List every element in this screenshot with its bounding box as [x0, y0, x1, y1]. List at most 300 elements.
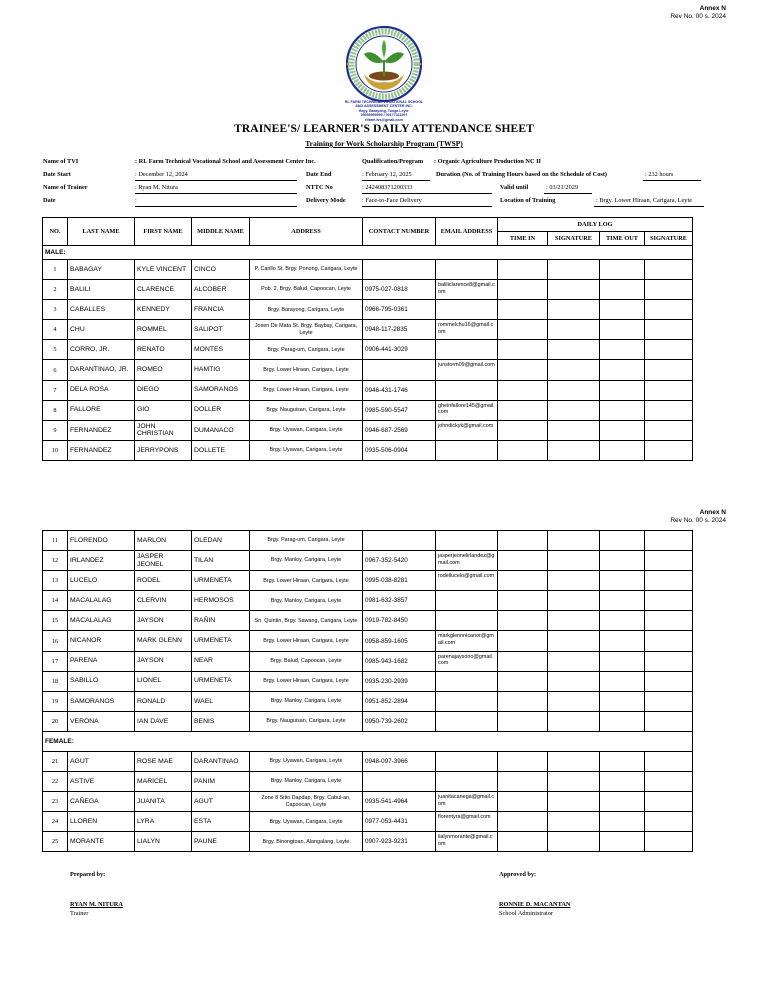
- first-name-cell: MARK GLENN: [135, 631, 192, 651]
- time-in-cell[interactable]: [498, 260, 548, 280]
- last-name-cell: DARANTINAO, JR.: [68, 360, 135, 380]
- middle-name-cell: SALIPOT: [192, 320, 250, 340]
- time-out-cell[interactable]: [600, 400, 645, 420]
- table-row: [43, 420, 693, 440]
- section-row: [43, 731, 693, 751]
- time-in-cell[interactable]: [498, 571, 548, 591]
- address-cell: Brgy. Lower Hiraan, Carigara, Leyte: [250, 380, 363, 400]
- time-out-cell[interactable]: [600, 671, 645, 691]
- address-cell: Brgy. Manloy, Carigara, Leyte: [250, 691, 363, 711]
- signature-out-cell[interactable]: [645, 340, 693, 360]
- signature-in-cell[interactable]: [548, 400, 600, 420]
- signature-in-cell[interactable]: [548, 812, 600, 832]
- first-name-cell: IAN DAVE: [135, 711, 192, 731]
- signature-out-cell[interactable]: [645, 792, 693, 812]
- last-name-cell: BALILI: [68, 280, 135, 300]
- signature-in-cell[interactable]: [548, 671, 600, 691]
- middle-name-cell: DOLLETE: [192, 440, 250, 460]
- document-title: TRAINEE'S/ LEARNER'S DAILY ATTENDANCE SHEET: [234, 123, 534, 135]
- middle-name-cell: MONTES: [192, 340, 250, 360]
- first-name-cell: KYLE VINCENT: [135, 260, 192, 280]
- signature-out-cell[interactable]: [645, 380, 693, 400]
- middle-name-cell: BENIS: [192, 711, 250, 731]
- signature-in-cell[interactable]: [548, 571, 600, 591]
- time-in-cell[interactable]: [498, 320, 548, 340]
- last-name-cell: FALLORE: [68, 400, 135, 420]
- time-out-cell[interactable]: [600, 260, 645, 280]
- middle-name-cell: HAMTIG: [192, 360, 250, 380]
- signature-out-cell[interactable]: [645, 671, 693, 691]
- attendance-table-page-2: [42, 530, 693, 852]
- row-number-cell: 22: [43, 772, 68, 792]
- middle-name-cell: WAEL: [192, 691, 250, 711]
- signature-in-cell[interactable]: [548, 380, 600, 400]
- first-name-cell: LYRA: [135, 812, 192, 832]
- signature-in-cell[interactable]: [548, 792, 600, 812]
- contact-number-cell: 0967-352-5420: [363, 551, 436, 571]
- time-out-cell[interactable]: [600, 751, 645, 771]
- approved-by-role: School Administrator: [499, 910, 554, 917]
- last-name-cell: AGUT: [68, 751, 135, 771]
- logo-text-line: AND ASSESSMENT CENTER INC.: [355, 104, 413, 109]
- contact-number-cell: 0951-852-2894: [363, 691, 436, 711]
- time-in-cell[interactable]: [498, 440, 548, 460]
- row-number-cell: 21: [43, 751, 68, 771]
- time-in-cell[interactable]: [498, 691, 548, 711]
- email-address-cell: gheinfallore145@gmail.com: [436, 400, 498, 420]
- middle-name-cell: OLEDAN: [192, 531, 250, 551]
- first-name-cell: KENNEDY: [135, 300, 192, 320]
- signature-in-cell[interactable]: [548, 711, 600, 731]
- annex-rev: Rev No. 00 s. 2024: [670, 13, 726, 20]
- signature-out-cell[interactable]: [645, 591, 693, 611]
- table-row: [43, 340, 693, 360]
- last-name-cell: CORRO, JR.: [68, 340, 135, 360]
- signature-in-cell[interactable]: [548, 651, 600, 671]
- signature-out-cell[interactable]: [645, 280, 693, 300]
- header-middle-name: MIDDLE NAME: [192, 218, 250, 246]
- row-number-cell: 14: [43, 591, 68, 611]
- signature-out-cell[interactable]: [645, 400, 693, 420]
- email-address-cell: [436, 591, 498, 611]
- address-cell: P. Carillo St. Brgy. Ponong, Carigara, Leyte: [250, 260, 363, 280]
- signature-in-cell[interactable]: [548, 611, 600, 631]
- table-row: [43, 611, 693, 631]
- email-address-cell: [436, 380, 498, 400]
- time-in-cell[interactable]: [498, 832, 548, 852]
- section-label: FEMALE:: [43, 731, 693, 751]
- row-number-cell: 2: [43, 280, 68, 300]
- time-out-cell[interactable]: [600, 691, 645, 711]
- table-row: [43, 360, 693, 380]
- contact-number-cell: 0935-230-2939: [363, 671, 436, 691]
- email-address-cell: [436, 751, 498, 771]
- duration-label: Duration (No. of Training Hours based on the Schedule of Cost): [436, 171, 608, 178]
- signature-in-cell[interactable]: [548, 360, 600, 380]
- first-name-cell: ROMEO: [135, 360, 192, 380]
- last-name-cell: MACALALAG: [68, 591, 135, 611]
- underline: [362, 180, 430, 181]
- row-number-cell: 18: [43, 671, 68, 691]
- contact-number-cell: 0948-097-3966: [363, 751, 436, 771]
- contact-number-cell: 0906-441-3029: [363, 340, 436, 360]
- date-end-label: Date End: [306, 171, 332, 178]
- header-email-address: EMAIL ADDRESS: [436, 218, 498, 246]
- header-time-out: TIME OUT: [600, 232, 645, 246]
- underline: [594, 206, 704, 207]
- first-name-cell: ROSE MAE: [135, 751, 192, 771]
- tvi-value: : RL Farm Technical Vocational School and Assessment Center Inc.: [135, 158, 316, 165]
- logo-text-line: 09099999999 / 09177311597: [360, 113, 408, 118]
- email-address-cell: [436, 671, 498, 691]
- valid-until-label: Valid until: [500, 184, 529, 191]
- email-address-cell: [436, 440, 498, 460]
- logo-text: [320, 100, 448, 122]
- logo-text-line: RL FARM TECHNICAL VOCATIONAL SCHOOL: [344, 100, 424, 104]
- table-row: [43, 551, 693, 571]
- annex-rev: Rev No. 00 s. 2024: [670, 517, 726, 524]
- signature-in-cell[interactable]: [548, 551, 600, 571]
- signature-out-cell[interactable]: [645, 711, 693, 731]
- prepared-by-label: Prepared by:: [70, 871, 106, 878]
- time-in-cell[interactable]: [498, 531, 548, 551]
- email-address-cell: [436, 340, 498, 360]
- table-row: [43, 591, 693, 611]
- first-name-cell: JAYSON: [135, 651, 192, 671]
- table-row: [43, 440, 693, 460]
- signature-in-cell[interactable]: [548, 691, 600, 711]
- table-row: [43, 691, 693, 711]
- last-name-cell: VERONA: [68, 711, 135, 731]
- delivery-mode-label: Delivery Mode: [306, 197, 346, 204]
- time-out-cell[interactable]: [600, 611, 645, 631]
- middle-name-cell: DOLLER: [192, 400, 250, 420]
- time-out-cell[interactable]: [600, 812, 645, 832]
- address-cell: Brgy. Manloy, Carigara, Leyte: [250, 591, 363, 611]
- signature-out-cell[interactable]: [645, 812, 693, 832]
- address-cell: Brgy. Balud, Capoocan, Leyte: [250, 651, 363, 671]
- signature-out-cell[interactable]: [645, 440, 693, 460]
- header-daily-log: DAILY LOG: [498, 218, 693, 232]
- row-number-cell: 19: [43, 691, 68, 711]
- signature-in-cell[interactable]: [548, 832, 600, 852]
- row-number-cell: 6: [43, 360, 68, 380]
- section-label: MALE:: [43, 246, 693, 260]
- middle-name-cell: URMENETA: [192, 631, 250, 651]
- row-number-cell: 20: [43, 711, 68, 731]
- signature-in-cell[interactable]: [548, 631, 600, 651]
- delivery-mode-value: : Face-to-Face Delivery: [362, 197, 422, 204]
- date-value: :: [135, 197, 137, 204]
- time-in-cell[interactable]: [498, 651, 548, 671]
- first-name-cell: RODEL: [135, 571, 192, 591]
- table-row: [43, 792, 693, 812]
- signature-out-cell[interactable]: [645, 651, 693, 671]
- email-address-cell: baliliclarence8@gmail.com: [436, 280, 498, 300]
- email-address-cell: [436, 300, 498, 320]
- time-in-cell[interactable]: [498, 751, 548, 771]
- time-in-cell[interactable]: [498, 772, 548, 792]
- time-in-cell[interactable]: [498, 400, 548, 420]
- signature-out-cell[interactable]: [645, 420, 693, 440]
- time-in-cell[interactable]: [498, 812, 548, 832]
- address-cell: Brgy. Uyawan, Carigara, Leyte: [250, 420, 363, 440]
- address-cell: Zone 8 Sitio Dapdap, Brgy. Cabul-an, Capoocan, Leyte: [250, 792, 363, 812]
- last-name-cell: FERNANDEZ: [68, 440, 135, 460]
- time-in-cell[interactable]: [498, 380, 548, 400]
- table-row: [43, 832, 693, 852]
- location-label: Location of Training: [500, 197, 556, 204]
- address-cell: Brgy. Manloy, Carigara, Leyte: [250, 772, 363, 792]
- signature-in-cell[interactable]: [548, 260, 600, 280]
- signature-out-cell[interactable]: [645, 832, 693, 852]
- middle-name-cell: FRANCIA: [192, 300, 250, 320]
- signature-in-cell[interactable]: [548, 531, 600, 551]
- time-out-cell[interactable]: [600, 792, 645, 812]
- time-in-cell[interactable]: [498, 280, 548, 300]
- date-label: Date: [43, 197, 56, 204]
- underline: [135, 206, 297, 207]
- first-name-cell: LIALYN: [135, 832, 192, 852]
- header-no: NO.: [43, 218, 68, 246]
- row-number-cell: 4: [43, 320, 68, 340]
- contact-number-cell: 0907-923-9231: [363, 832, 436, 852]
- date-start-label: Date Start: [43, 171, 71, 178]
- time-out-cell[interactable]: [600, 651, 645, 671]
- row-number-cell: 23: [43, 792, 68, 812]
- time-out-cell[interactable]: [600, 832, 645, 852]
- date-start-value: : December 12, 2024: [135, 171, 188, 178]
- table-row: [43, 531, 693, 551]
- first-name-cell: DIEGO: [135, 380, 192, 400]
- row-number-cell: 24: [43, 812, 68, 832]
- middle-name-cell: ALCOBER: [192, 280, 250, 300]
- first-name-cell: JASPER JEONEL: [135, 551, 192, 571]
- signature-in-cell[interactable]: [548, 440, 600, 460]
- contact-number-cell: 0935-541-4964: [363, 792, 436, 812]
- address-cell: Sn. Quintin, Brgy. Sawang, Carigara, Leyte: [250, 611, 363, 631]
- time-in-cell[interactable]: [498, 792, 548, 812]
- contact-number-cell: [363, 260, 436, 280]
- time-out-cell[interactable]: [600, 591, 645, 611]
- annex-label: Annex N: [699, 5, 726, 12]
- signature-out-cell[interactable]: [645, 260, 693, 280]
- table-row: [43, 751, 693, 771]
- location-value: : Brgy. Lower Hiraan, Carigara, Leyte: [596, 197, 692, 204]
- email-address-cell: rodellucelo@gmail.com: [436, 571, 498, 591]
- table-row: [43, 400, 693, 420]
- underline: [135, 193, 297, 194]
- row-number-cell: 15: [43, 611, 68, 631]
- valid-until-value: : 03/21/2029: [546, 184, 579, 191]
- last-name-cell: SAMORANOS: [68, 691, 135, 711]
- signature-out-cell[interactable]: [645, 772, 693, 792]
- approved-by-label: Approved by:: [499, 871, 537, 878]
- row-number-cell: 13: [43, 571, 68, 591]
- header-signature-out: SIGNATURE: [645, 232, 693, 246]
- time-out-cell[interactable]: [600, 320, 645, 340]
- time-out-cell[interactable]: [600, 380, 645, 400]
- last-name-cell: PARENA: [68, 651, 135, 671]
- address-cell: Brgy. Uyawan, Carigara, Leyte: [250, 751, 363, 771]
- signature-out-cell[interactable]: [645, 631, 693, 651]
- signature-out-cell[interactable]: [645, 551, 693, 571]
- address-cell: Brgy. Binongtoan, Alangalang, Leyte: [250, 832, 363, 852]
- email-address-cell: rommelchu16@gmail.com: [436, 320, 498, 340]
- signature-out-cell[interactable]: [645, 571, 693, 591]
- address-cell: Brgy. Manloy, Carigara, Leyte: [250, 551, 363, 571]
- signature-in-cell[interactable]: [548, 591, 600, 611]
- contact-number-cell: 0946-431-1746: [363, 380, 436, 400]
- middle-name-cell: RAÑIN: [192, 611, 250, 631]
- signature-in-cell[interactable]: [548, 300, 600, 320]
- last-name-cell: MACALALAG: [68, 611, 135, 631]
- signature-out-cell[interactable]: [645, 360, 693, 380]
- header-first-name: FIRST NAME: [135, 218, 192, 246]
- header-contact-number: CONTACT NUMBER: [363, 218, 436, 246]
- time-out-cell[interactable]: [600, 531, 645, 551]
- address-cell: Brgy. Nauguisan, Carigara, Leyte: [250, 400, 363, 420]
- row-number-cell: 17: [43, 651, 68, 671]
- address-cell: Brgy. Lower Hiraan, Carigara, Leyte: [250, 360, 363, 380]
- approved-by-name: RONNIE D. MACANTAN: [499, 901, 571, 908]
- address-cell: Brgy. Lower Hiraan, Carigara, Leyte: [250, 571, 363, 591]
- contact-number-cell: 0985-943-1682: [363, 651, 436, 671]
- first-name-cell: JOHN CHRISTIAN: [135, 420, 192, 440]
- row-number-cell: 8: [43, 400, 68, 420]
- time-out-cell[interactable]: [600, 300, 645, 320]
- signature-out-cell[interactable]: [645, 691, 693, 711]
- row-number-cell: 3: [43, 300, 68, 320]
- email-address-cell: [436, 611, 498, 631]
- qualification-label: Qualification/Program: [362, 158, 424, 165]
- row-number-cell: 10: [43, 440, 68, 460]
- contact-number-cell: 0985-590-5547: [363, 400, 436, 420]
- signature-in-cell[interactable]: [548, 320, 600, 340]
- first-name-cell: GIO: [135, 400, 192, 420]
- contact-number-cell: [363, 360, 436, 380]
- row-number-cell: 12: [43, 551, 68, 571]
- first-name-cell: MARLON: [135, 531, 192, 551]
- contact-number-cell: 0946-687-2569: [363, 420, 436, 440]
- time-in-cell[interactable]: [498, 591, 548, 611]
- table-row: [43, 651, 693, 671]
- signature-in-cell[interactable]: [548, 772, 600, 792]
- email-address-cell: [436, 531, 498, 551]
- email-address-cell: parenajaysono@gmail.com: [436, 651, 498, 671]
- time-in-cell[interactable]: [498, 360, 548, 380]
- last-name-cell: ASTIVE: [68, 772, 135, 792]
- signature-out-cell[interactable]: [645, 320, 693, 340]
- middle-name-cell: PAUNE: [192, 832, 250, 852]
- email-address-cell: [436, 772, 498, 792]
- table-row: [43, 571, 693, 591]
- time-in-cell[interactable]: [498, 551, 548, 571]
- middle-name-cell: PANIM: [192, 772, 250, 792]
- time-out-cell[interactable]: [600, 280, 645, 300]
- last-name-cell: DELA ROSA: [68, 380, 135, 400]
- logo-text-line: Brgy. Barayong, Tunga Leyte: [359, 108, 409, 113]
- signature-out-cell[interactable]: [645, 611, 693, 631]
- signature-out-cell[interactable]: [645, 531, 693, 551]
- address-cell: Brgy. Uyawan, Carigara, Leyte: [250, 440, 363, 460]
- signature-in-cell[interactable]: [548, 420, 600, 440]
- first-name-cell: RENATO: [135, 340, 192, 360]
- time-out-cell[interactable]: [600, 571, 645, 591]
- address-cell: Brgy. Parag-um, Carigara, Leyte: [250, 531, 363, 551]
- nttc-label: NTTC No: [306, 184, 333, 191]
- last-name-cell: LUCELO: [68, 571, 135, 591]
- time-out-cell[interactable]: [600, 711, 645, 731]
- time-out-cell[interactable]: [600, 631, 645, 651]
- signature-in-cell[interactable]: [548, 280, 600, 300]
- signature-in-cell[interactable]: [548, 751, 600, 771]
- first-name-cell: LIONEL: [135, 671, 192, 691]
- time-out-cell[interactable]: [600, 340, 645, 360]
- middle-name-cell: SAMORANOS: [192, 380, 250, 400]
- last-name-cell: IRLANDEZ: [68, 551, 135, 571]
- contact-number-cell: 0958-859-1605: [363, 631, 436, 651]
- email-address-cell: [436, 260, 498, 280]
- email-address-cell: lialynmorante@gmail.com: [436, 832, 498, 852]
- first-name-cell: CLERVIN: [135, 591, 192, 611]
- time-in-cell[interactable]: [498, 631, 548, 651]
- signature-out-cell[interactable]: [645, 751, 693, 771]
- first-name-cell: MARICEL: [135, 772, 192, 792]
- underline: [362, 206, 492, 207]
- row-number-cell: 5: [43, 340, 68, 360]
- section-row: [43, 246, 693, 260]
- time-in-cell[interactable]: [498, 300, 548, 320]
- time-in-cell[interactable]: [498, 611, 548, 631]
- time-in-cell[interactable]: [498, 340, 548, 360]
- last-name-cell: NICANOR: [68, 631, 135, 651]
- time-out-cell[interactable]: [600, 551, 645, 571]
- header-time-in: TIME IN: [498, 232, 548, 246]
- last-name-cell: CABALLES: [68, 300, 135, 320]
- prepared-by-name: RYAN M. NITURA: [70, 901, 123, 908]
- last-name-cell: BABAGAY: [68, 260, 135, 280]
- time-out-cell[interactable]: [600, 420, 645, 440]
- time-in-cell[interactable]: [498, 671, 548, 691]
- underline: [544, 193, 592, 194]
- contact-number-cell: 0975-027-0818: [363, 280, 436, 300]
- signature-in-cell[interactable]: [548, 340, 600, 360]
- time-in-cell[interactable]: [498, 420, 548, 440]
- time-out-cell[interactable]: [600, 440, 645, 460]
- table-row: [43, 280, 693, 300]
- address-cell: Pob. 2, Brgy. Balud, Capoocan, Leyte: [250, 280, 363, 300]
- address-cell: Brgy. Parag-um, Carigara, Leyte: [250, 340, 363, 360]
- address-cell: Brgy. Lower Hiraan, Carigara, Leyte: [250, 631, 363, 651]
- signature-out-cell[interactable]: [645, 300, 693, 320]
- middle-name-cell: URMENETA: [192, 671, 250, 691]
- middle-name-cell: URMENETA: [192, 571, 250, 591]
- email-address-cell: juanitacanega@gmail.com: [436, 792, 498, 812]
- middle-name-cell: NEAR: [192, 651, 250, 671]
- time-in-cell[interactable]: [498, 711, 548, 731]
- address-cell: Brgy. Lower Hiraan, Carigara, Leyte: [250, 671, 363, 691]
- prepared-by-role: Trainer: [70, 910, 89, 917]
- row-number-cell: 16: [43, 631, 68, 651]
- first-name-cell: ROMMEL: [135, 320, 192, 340]
- email-address-cell: markglennnicanor@gmail.com: [436, 631, 498, 651]
- time-out-cell[interactable]: [600, 360, 645, 380]
- middle-name-cell: DARANTINAO: [192, 751, 250, 771]
- qualification-value: : Organic Agriculture Production NC II: [434, 158, 541, 165]
- underline: [643, 180, 701, 181]
- time-out-cell[interactable]: [600, 772, 645, 792]
